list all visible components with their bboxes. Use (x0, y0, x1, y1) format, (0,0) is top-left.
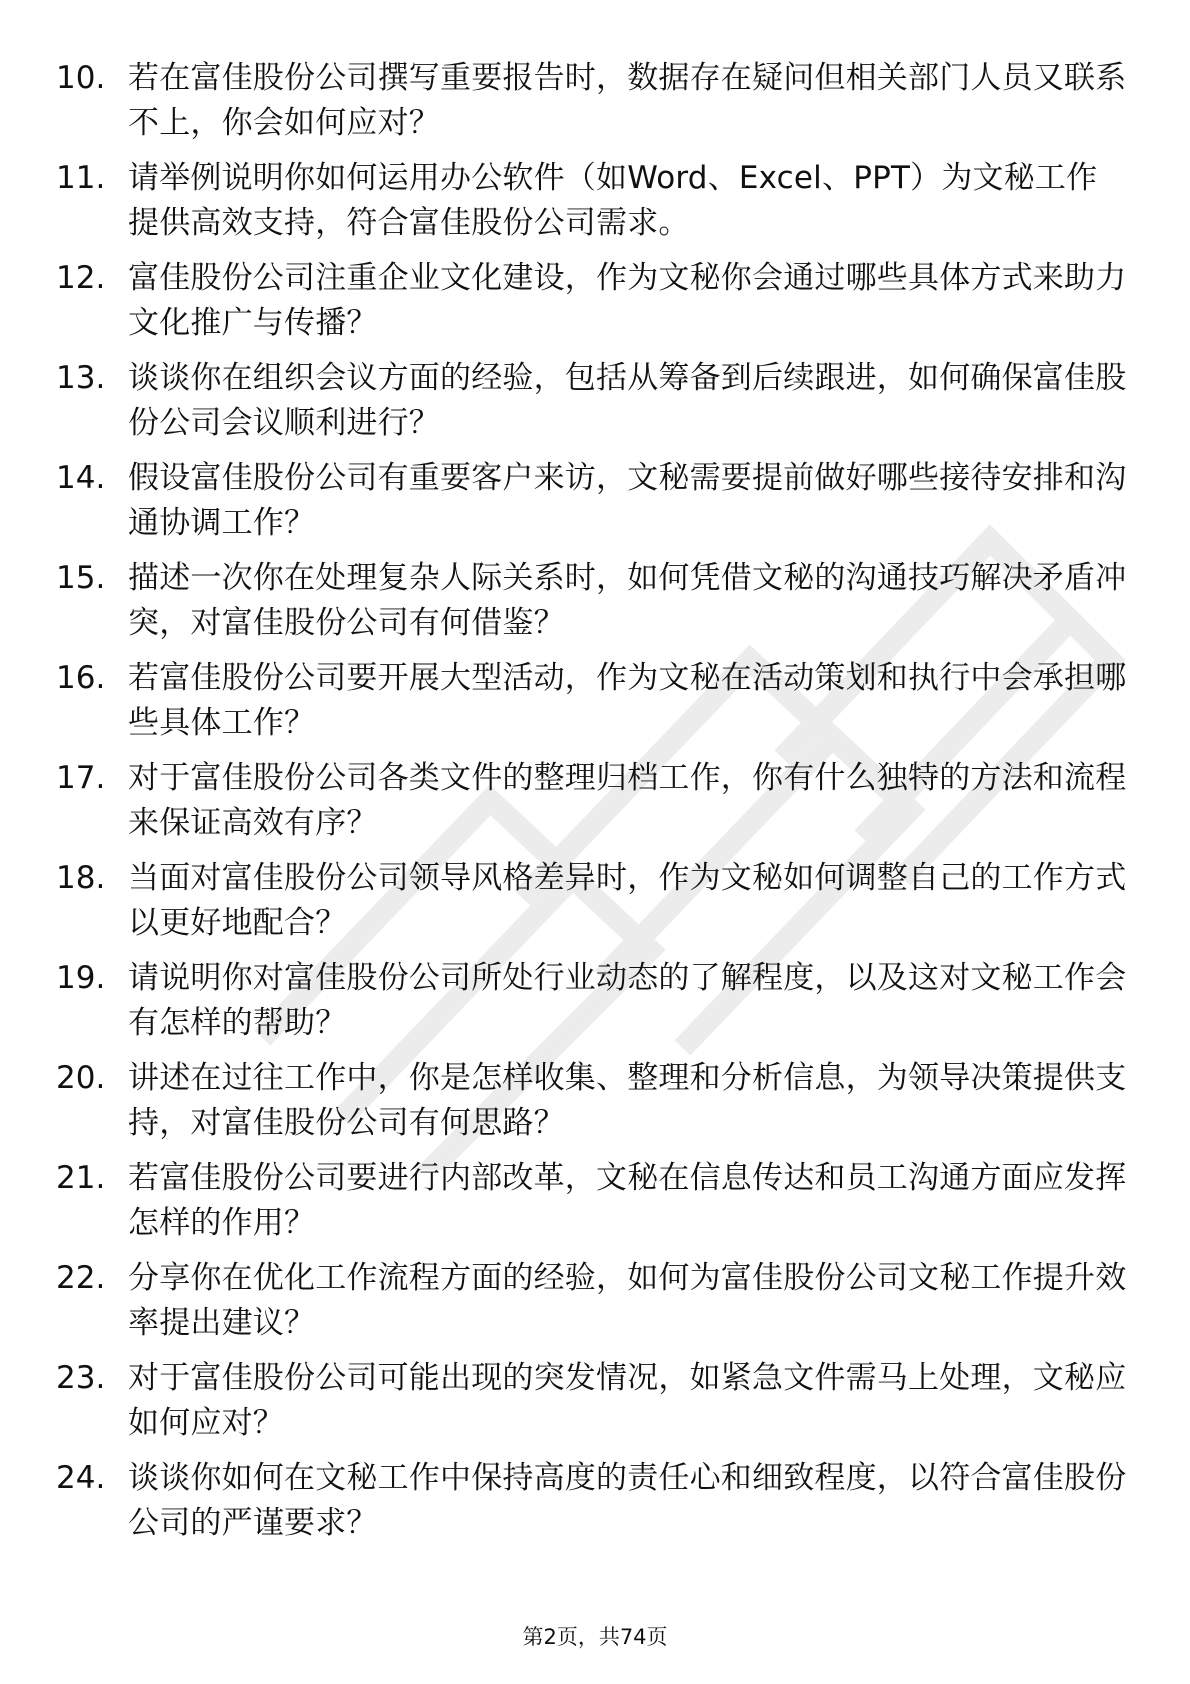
question-item (0, 556, 1190, 656)
question-item (0, 856, 1190, 956)
question-text: 若富佳股份公司要进行内部改革，文秘在信息传达和员工沟通方面应发挥怎样的作用？ (128, 1160, 1127, 1241)
question-text: 假设富佳股份公司有重要客户来访，文秘需要提前做好哪些接待安排和沟通协调工作？ (128, 460, 1127, 541)
question-item (0, 1256, 1190, 1356)
question-list (0, 56, 1190, 1556)
question-number: 13. (56, 360, 106, 396)
question-number: 17. (56, 760, 106, 796)
question-item (0, 1056, 1190, 1156)
question-text: 谈谈你在组织会议方面的经验，包括从筹备到后续跟进，如何确保富佳股份公司会议顺利进行？ (128, 360, 1127, 441)
question-item (0, 1156, 1190, 1256)
question-number: 21. (56, 1160, 106, 1196)
question-item (0, 56, 1190, 156)
question-item (0, 956, 1190, 1056)
question-number: 14. (56, 460, 106, 496)
question-number: 20. (56, 1060, 106, 1096)
question-text: 若富佳股份公司要开展大型活动，作为文秘在活动策划和执行中会承担哪些具体工作？ (128, 660, 1127, 741)
question-item (0, 356, 1190, 456)
question-item (0, 456, 1190, 556)
question-number: 10. (56, 60, 106, 96)
question-text: 请举例说明你如何运用办公软件（如Word、Excel、PPT）为文秘工作提供高效支持，符合富佳股份公司需求。 (128, 160, 1098, 241)
question-number: 15. (56, 560, 106, 596)
question-number: 11. (56, 160, 106, 196)
question-text: 对于富佳股份公司各类文件的整理归档工作，你有什么独特的方法和流程来保证高效有序？ (128, 760, 1127, 841)
question-number: 23. (56, 1360, 106, 1396)
question-text: 分享你在优化工作流程方面的经验，如何为富佳股份公司文秘工作提升效率提出建议？ (128, 1260, 1127, 1341)
question-text: 若在富佳股份公司撰写重要报告时，数据存在疑问但相关部门人员又联系不上，你会如何应对？ (128, 60, 1127, 141)
question-text: 对于富佳股份公司可能出现的突发情况，如紧急文件需马上处理，文秘应如何应对？ (128, 1360, 1127, 1441)
question-item (0, 256, 1190, 356)
page-number: 第2页，共74页 (522, 1625, 668, 1649)
question-number: 19. (56, 960, 106, 996)
question-item (0, 756, 1190, 856)
question-text: 当面对富佳股份公司领导风格差异时，作为文秘如何调整自己的工作方式以更好地配合？ (128, 860, 1127, 941)
question-text: 请说明你对富佳股份公司所处行业动态的了解程度，以及这对文秘工作会有怎样的帮助？ (128, 960, 1127, 1041)
question-text: 谈谈你如何在文秘工作中保持高度的责任心和细致程度，以符合富佳股份公司的严谨要求？ (128, 1460, 1127, 1541)
question-item (0, 156, 1190, 256)
question-number: 12. (56, 260, 106, 296)
question-number: 22. (56, 1260, 106, 1296)
question-number: 24. (56, 1460, 106, 1496)
question-item (0, 656, 1190, 756)
question-text: 描述一次你在处理复杂人际关系时，如何凭借文秘的沟通技巧解决矛盾冲突，对富佳股份公司有何借鉴？ (128, 560, 1127, 641)
question-text: 讲述在过往工作中，你是怎样收集、整理和分析信息，为领导决策提供支持，对富佳股份公司有何思路？ (128, 1060, 1127, 1141)
question-item (0, 1456, 1190, 1556)
question-number: 16. (56, 660, 106, 696)
question-number: 18. (56, 860, 106, 896)
question-item (0, 1356, 1190, 1456)
question-text: 富佳股份公司注重企业文化建设，作为文秘你会通过哪些具体方式来助力文化推广与传播？ (128, 260, 1127, 341)
